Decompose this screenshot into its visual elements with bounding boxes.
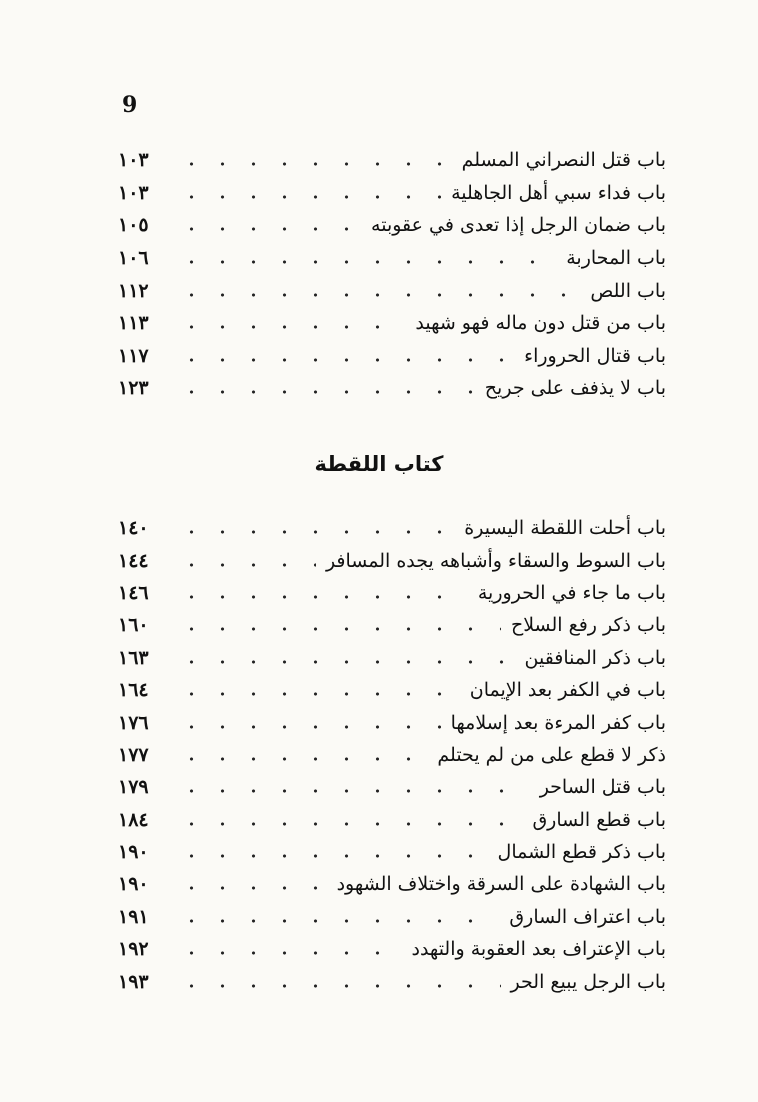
dot-leader — [176, 756, 427, 762]
entry-page: ١٠٣ — [118, 181, 149, 204]
toc-section-1 — [118, 144, 666, 405]
entry-page: ١٤٤ — [118, 549, 149, 572]
dot-leader — [176, 950, 402, 956]
dot-leader — [176, 983, 501, 989]
entry-page: ١٧٦ — [118, 711, 149, 734]
entry-page: ١١٢ — [118, 279, 149, 302]
toc-entry — [118, 836, 666, 868]
toc-entry — [118, 771, 666, 803]
entry-title: باب في الكفر بعد الإيمان — [469, 679, 666, 702]
toc-entry — [118, 965, 666, 997]
entry-title: باب قتال الحروراء — [524, 344, 666, 367]
entry-title: باب ضمان الرجل إذا تعدى في عقوبته — [371, 214, 666, 237]
dot-leader — [176, 259, 556, 265]
entry-title: باب السوط والسقاء وأشباهه يجده المسافر — [325, 549, 666, 572]
entry-page: ١٠٦ — [118, 247, 149, 270]
toc-entry — [118, 804, 666, 836]
dot-leader — [176, 389, 475, 395]
toc-entry — [118, 512, 666, 544]
toc-entry — [118, 274, 666, 307]
entry-page: ١١٣ — [118, 312, 149, 335]
page-number: 9 — [122, 92, 138, 118]
dot-leader — [176, 918, 499, 924]
entry-page: ١٦٤ — [118, 679, 149, 702]
entry-page: ١٩٣ — [118, 970, 149, 993]
entry-title: باب الشهادة على السرقة واختلاف الشهود — [336, 873, 666, 896]
entry-page: ١٩٠ — [118, 841, 149, 864]
dot-leader — [176, 194, 441, 200]
toc-entry — [118, 674, 666, 706]
dot-leader — [176, 821, 522, 827]
dot-leader — [176, 885, 327, 891]
entry-title: باب المحاربة — [566, 247, 666, 270]
toc-entry — [118, 706, 666, 738]
dot-leader — [176, 724, 441, 730]
entry-title: ذكر لا قطع على من لم يحتلم — [437, 743, 666, 766]
entry-title: باب اعتراف السارق — [509, 905, 666, 928]
entry-title: باب الإعتراف بعد العقوبة والتهدد — [411, 938, 666, 961]
entry-page: ١٩٠ — [118, 873, 149, 896]
dot-leader — [176, 659, 515, 665]
dot-leader — [176, 226, 361, 232]
entry-title: باب ما جاء في الحرورية — [477, 581, 666, 604]
entry-title: باب أحلت اللقطة اليسيرة — [464, 517, 666, 540]
entry-page: ١٦٠ — [118, 614, 149, 637]
entry-title: باب ذكر قطع الشمال — [497, 841, 666, 864]
entry-title: باب قتل النصراني المسلم — [461, 149, 666, 172]
toc-entry — [118, 544, 666, 576]
entry-title: باب ذكر رفع السلاح — [510, 614, 666, 637]
entry-page: ١٧٧ — [118, 743, 149, 766]
dot-leader — [176, 562, 316, 568]
toc-entry — [118, 933, 666, 965]
dot-leader — [176, 594, 468, 600]
toc-entry — [118, 577, 666, 609]
toc-entry — [118, 307, 666, 340]
dot-leader — [176, 691, 460, 697]
dot-leader — [176, 788, 530, 794]
toc-entry — [118, 177, 666, 210]
dot-leader — [176, 529, 454, 535]
toc-entry — [118, 868, 666, 900]
dot-leader — [176, 292, 580, 298]
entry-page: ١٧٩ — [118, 776, 149, 799]
toc-entry — [118, 242, 666, 275]
entry-page: ١٤٦ — [118, 581, 149, 604]
toc-section-2 — [118, 512, 666, 998]
dot-leader — [176, 161, 452, 167]
toc-entry — [118, 144, 666, 177]
entry-title: باب الرجل يبيع الحر — [510, 970, 666, 993]
entry-title: باب كفر المرءة بعد إسلامها — [450, 711, 666, 734]
dot-leader — [176, 357, 514, 363]
entry-title: باب اللص — [590, 279, 666, 302]
toc-entry — [118, 372, 666, 405]
entry-page: ١١٧ — [118, 344, 149, 367]
entry-page: ١٢٣ — [118, 377, 149, 400]
entry-page: ١٨٤ — [118, 808, 149, 831]
toc-entry — [118, 209, 666, 242]
entry-title: باب قتل الساحر — [539, 776, 666, 799]
toc-entry — [118, 609, 666, 641]
toc-entry — [118, 739, 666, 771]
entry-page: ١٠٣ — [118, 149, 149, 172]
entry-title: باب من قتل دون ماله فهو شهيد — [415, 312, 666, 335]
toc-entry — [118, 901, 666, 933]
entry-page: ١٩١ — [118, 905, 149, 928]
dot-leader — [176, 324, 405, 330]
entry-title: باب قطع السارق — [532, 808, 666, 831]
entry-page: ١٩٢ — [118, 938, 149, 961]
entry-title: باب فداء سبي أهل الجاهلية — [451, 181, 666, 204]
entry-title: باب لا يذفف على جريح — [484, 377, 666, 400]
entry-title: باب ذكر المنافقين — [524, 646, 666, 669]
entry-page: ١٤٠ — [118, 517, 149, 540]
toc-entry — [118, 340, 666, 373]
entry-page: ١٦٣ — [118, 646, 149, 669]
section-heading: كتاب اللقطة — [314, 452, 444, 476]
entry-page: ١٠٥ — [118, 214, 149, 237]
dot-leader — [176, 626, 501, 632]
dot-leader — [176, 853, 488, 859]
toc-entry — [118, 642, 666, 674]
